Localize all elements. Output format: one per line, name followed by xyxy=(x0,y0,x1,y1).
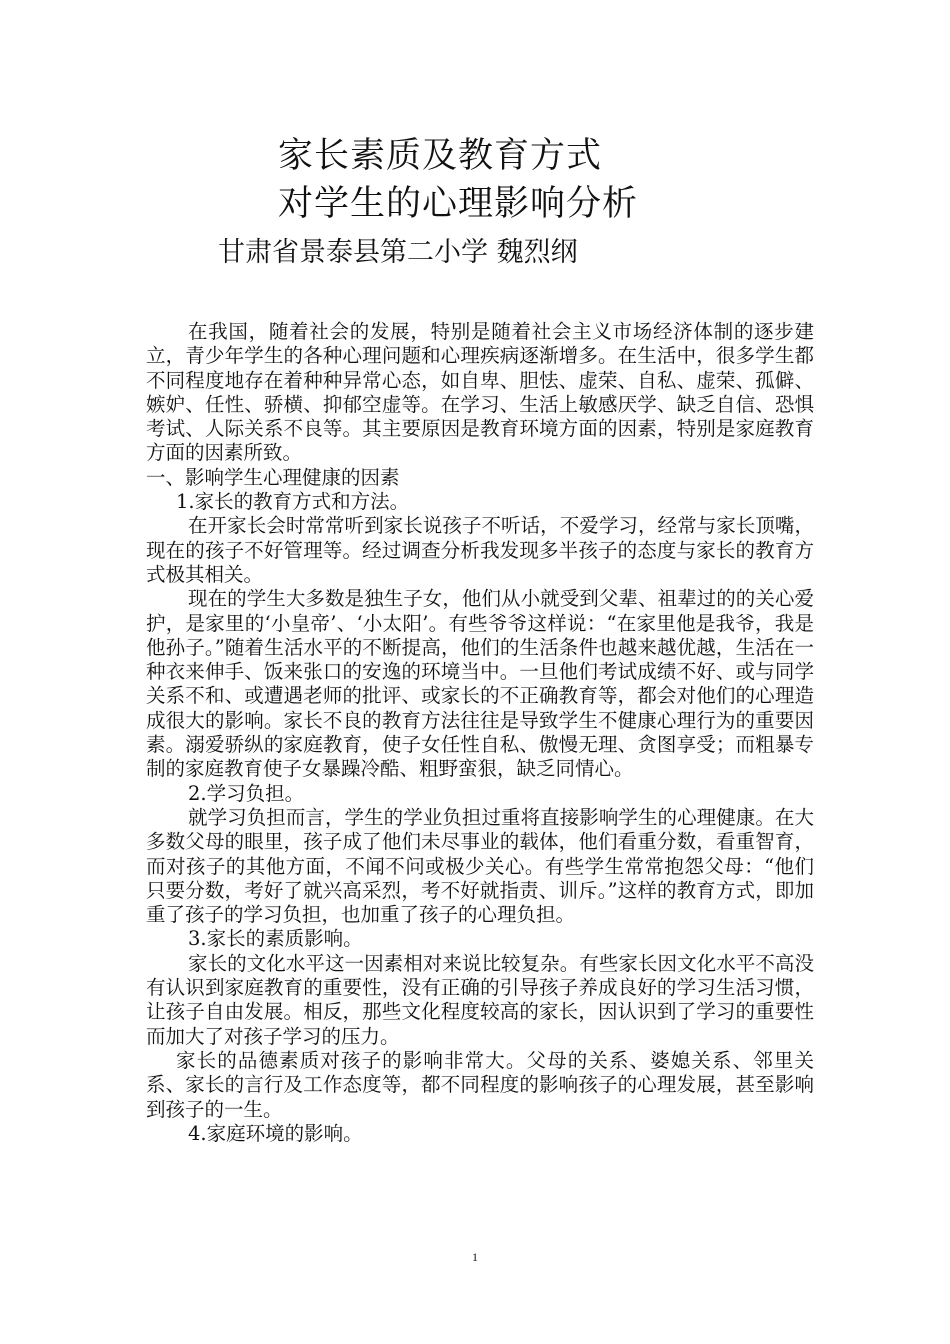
paragraph: 家长的文化水平这一因素相对来说比较复杂。有些家长因文化水平不高没有认识到家庭教育的重要性，没有正确的引导孩子养成良好的学习生活习惯，让孩子自由发展。相反，那些文化程度较高的家长，因认识到了学习的重要性而加大了对孩子学习的压力。 xyxy=(146,951,814,1048)
author-line: 甘肃省景泰县第二小学 魏烈纲 xyxy=(218,237,578,268)
subheading-3: 3.家长的素质影响。 xyxy=(188,927,363,951)
title-line-2: 对学生的心理影响分析 xyxy=(278,184,639,224)
page-number: 1 xyxy=(472,1250,478,1264)
section-heading-1: 一、影响学生心理健康的因素 xyxy=(146,465,400,489)
subheading-1: 1.家长的教育方式和方法。 xyxy=(176,490,410,514)
paragraph-intro: 在我国，随着社会的发展，特别是随着社会主义市场经济体制的逐步建立，青少年学生的各种心理问题和心理疾病逐渐增多。在生活中，很多学生都不同程度地存在着种种异常心态，如自卑、胆怯、虚荣、自私、虚荣、孤僻、嫉妒、任性、骄横、抑郁空虚等。在学习、生活上敏感厌学、缺乏自信、恐惧考试、人际关系不良等。其主要原因是教育环境方面的因素，特别是家庭教育方面的因素所致。 xyxy=(146,320,814,465)
subheading-2: 2.学习负担。 xyxy=(188,781,305,805)
paragraph: 就学习负担而言，学生的学业负担过重将直接影响学生的心理健康。在大多数父母的眼里，孩子成了他们未尽事业的载体，他们看重分数，看重智育，而对孩子的其他方面，不闻不问或极少关心。有些学生常常抱怨父母：“他们只要分数，考好了就兴高采烈，考不好就指责、训斥。”这样的教育方式，即加重了孩子的学习负担，也加重了孩子的心理负担。 xyxy=(146,805,814,927)
document-body xyxy=(146,320,814,1146)
paragraph: 现在的学生大多数是独生子女，他们从小就受到父辈、祖辈过的的关心爱护，是家里的‘小皇帝’、‘小太阳’。有些爷爷这样说：“在家里他是我爷，我是他孙子。”随着生活水平的不断提高，他们的生活条件也越来越优越，生活在一种衣来伸手、饭来张口的安逸的环境当中。一旦他们考试成绩不好、或与同学关系不和、或遭遇老师的批评、或家长的不正确教育等，都会对他们的心理造成很大的影响。家长不良的教育方法往往是导致学生不健康心理行为的重要因素。溺爱骄纵的家庭教育，使子女任性自私、傲慢无理、贪图享受；而粗暴专制的家庭教育使子女暴躁冷酷、粗野蛮狠，缺乏同情心。 xyxy=(146,587,814,781)
title-line-1: 家长素质及教育方式 xyxy=(278,136,603,176)
paragraph: 在开家长会时常常听到家长说孩子不听话，不爱学习，经常与家长顶嘴，现在的孩子不好管理等。经过调查分析我发现多半孩子的态度与家长的教育方式极其相关。 xyxy=(146,514,814,586)
paragraph: 家长的品德素质对孩子的影响非常大。父母的关系、婆媳关系、邻里关系、家长的言行及工作态度等，都不同程度的影响孩子的心理发展，甚至影响到孩子的一生。 xyxy=(146,1048,814,1121)
subheading-4: 4.家庭环境的影响。 xyxy=(188,1121,363,1145)
